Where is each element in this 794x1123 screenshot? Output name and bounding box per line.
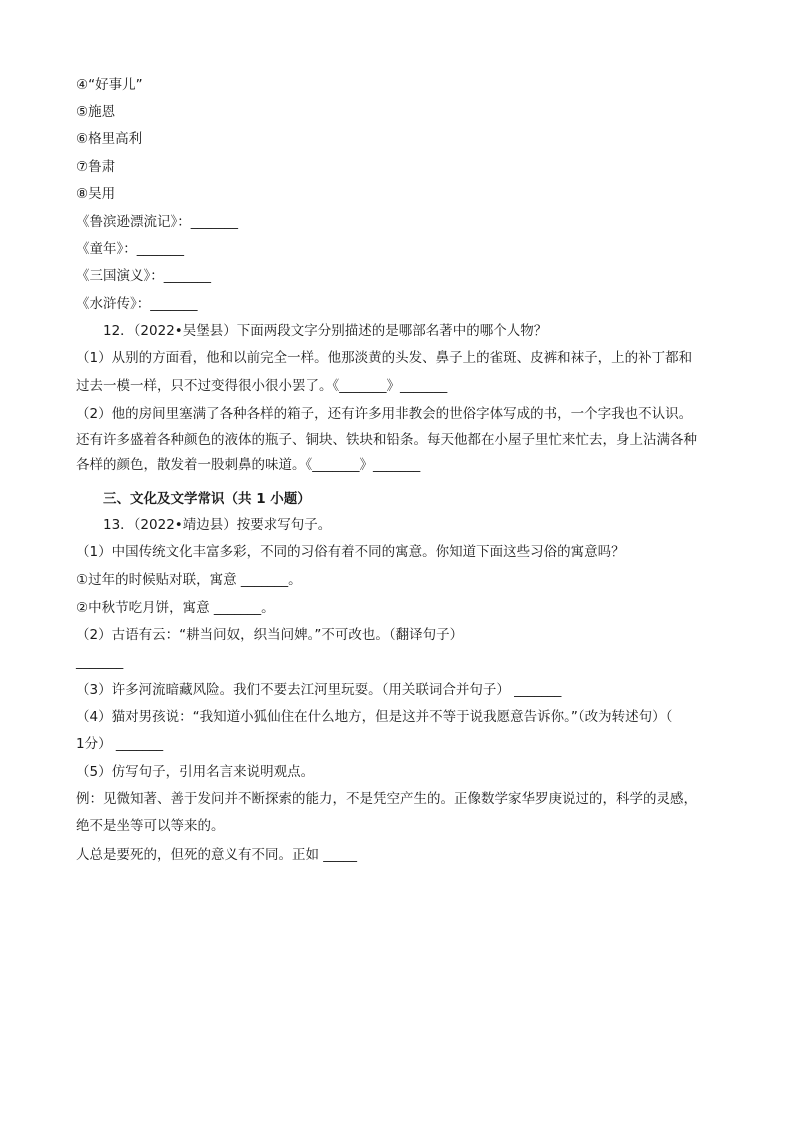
question-13: 13．（2022•靖边县）按要求写句子。: [103, 517, 332, 533]
q13-part1-item2: ②中秋节吃月饼，寓意 _______。: [76, 600, 275, 616]
question-12: 12．（2022•吴堡县）下面两段文字分别描述的是哪部名著中的哪个人物？: [103, 323, 548, 339]
q12-part1-line2: 过去一模一样，只不过变得很小很小罢了。《_______》_______: [76, 378, 448, 394]
q12-part2-line3: 各样的颜色，散发着一股刺鼻的味道。《_______》_______: [76, 457, 421, 473]
option-4: ④“好事儿”: [76, 77, 143, 93]
q13-part4-line1: （4）猫对男孩说：“我知道小狐仙住在什么地方，但是这并不等于说我愿意告诉你。”（改为转述句）（: [76, 709, 673, 725]
q13-part4-line2: 1分） _______: [76, 736, 164, 752]
q13-example-line2: 绝不是坐等可以等来的。: [76, 818, 225, 834]
answer-robinson: 《鲁滨逊漂流记》：_______: [76, 214, 238, 230]
q13-part1: （1）中国传统文化丰富多彩，不同的习俗有着不同的寓意。你知道下面这些习俗的寓意吗？: [76, 544, 625, 560]
q13-part2-answer: _______: [76, 654, 124, 670]
q13-part1-item1: ①过年的时候贴对联，寓意 _______。: [76, 572, 302, 588]
answer-water-margin: 《水浒传》：_______: [76, 296, 198, 312]
answer-three-kingdoms: 《三国演义》：_______: [76, 268, 211, 284]
q12-part1-line1: （1）从别的方面看，他和以前完全一样。他那淡黄的头发、鼻子上的雀斑、皮裤和袜子，上的补丁都和: [76, 350, 693, 366]
option-5: ⑤施恩: [76, 104, 116, 120]
q13-part3: （3）许多河流暗藏风险。我们不要去江河里玩耍。（用关联词合并句子） _______: [76, 682, 562, 698]
option-7: ⑦鲁肃: [76, 159, 116, 175]
q13-part5: （5）仿写句子，引用名言来说明观点。: [76, 764, 315, 780]
section-heading: 三、文化及文学常识（共 1 小题）: [103, 491, 311, 507]
q13-example-line1: 例：见微知著、善于发问并不断探索的能力，不是凭空产生的。正像数学家华罗庚说过的，科学的灵感，: [76, 791, 697, 807]
answer-childhood: 《童年》：_______: [76, 241, 184, 257]
option-6: ⑥格里高利: [76, 131, 143, 147]
q13-part2: （2）古语有云：“耕当问奴，织当问婢。”不可改也。（翻译句子）: [76, 627, 464, 643]
q13-imitation-prompt: 人总是要死的，但死的意义有不同。正如 _____: [76, 847, 358, 863]
option-8: ⑧吴用: [76, 186, 116, 202]
q12-part2-line2: 还有许多盛着各种颜色的液体的瓶子、铜块、铁块和铅条。每天他都在小屋子里忙来忙去，身上沾满各种: [76, 432, 697, 448]
q12-part2-line1: （2）他的房间里塞满了各种各样的箱子，还有许多用非教会的世俗字体写成的书，一个字我也不认识。: [76, 406, 693, 422]
